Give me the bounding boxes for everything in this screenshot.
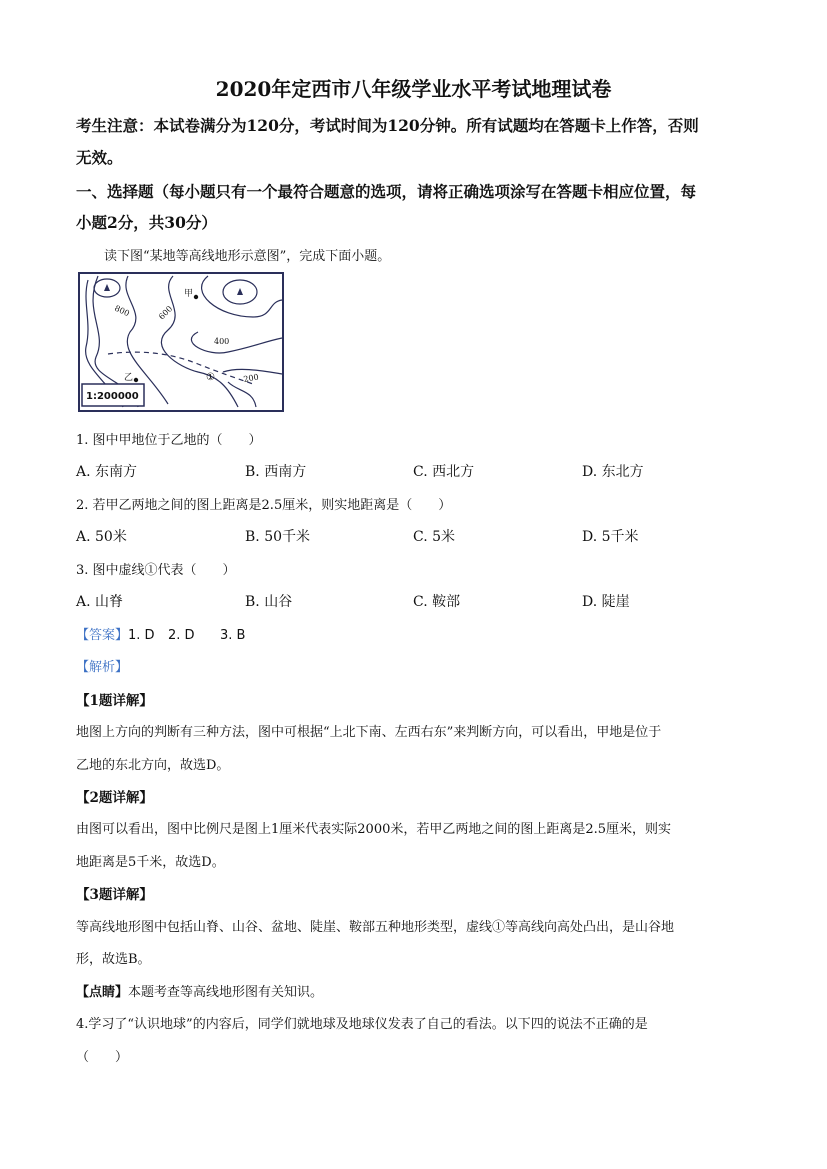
detail2-line-2: 地距离是5千米，故选D。 — [76, 855, 225, 870]
notice-line-2: 无效。 — [76, 148, 123, 167]
label-yi: 乙 — [124, 373, 134, 383]
answer-2: 2. D — [168, 628, 195, 643]
detail2-heading: 【2题详解】 — [76, 790, 153, 806]
answer-3: 3. B — [220, 628, 246, 643]
q3-option-b[interactable]: B. 山谷 — [245, 594, 293, 610]
detail3-line-2: 形，故选B。 — [76, 952, 151, 967]
q1-option-d[interactable]: D. 东北方 — [582, 464, 644, 480]
contour-map — [78, 272, 284, 412]
comment-text: 本题考查等高线地形图有关知识。 — [128, 985, 324, 1000]
scale-text: 1:200000 — [86, 391, 139, 402]
label-circle-1: ① — [206, 372, 215, 383]
q1-option-c[interactable]: C. 西北方 — [413, 464, 475, 480]
contour-label-200: 200 — [242, 372, 260, 384]
point-jia — [194, 295, 198, 299]
detail3-heading: 【3题详解】 — [76, 887, 153, 903]
q3-stem: 3. 图中虚线①代表（ ） — [76, 563, 236, 578]
notice-line-1: 考生注意：本试卷满分为120分，考试时间为120分钟。所有试题均在答题卡上作答，否则 — [76, 116, 699, 135]
comment-heading: 【点睛】 — [76, 985, 129, 1000]
question-intro: 读下图“某地等高线地形示意图”，完成下面小题。 — [104, 249, 391, 264]
contour-label-400: 400 — [214, 337, 230, 346]
detail3-line-1: 等高线地形图中包括山脊、山谷、盆地、陡崖、鞍部五种地形类型，虚线①等高线向高处凸出，是山谷地 — [76, 920, 675, 935]
q2-option-a[interactable]: A. 50米 — [76, 529, 127, 545]
label-jia: 甲 — [184, 289, 194, 299]
point-yi — [134, 378, 138, 382]
q1-stem: 1. 图中甲地位于乙地的（ ） — [76, 433, 262, 448]
detail2-line-1: 由图可以看出，图中比例尺是图上1厘米代表实际2000米，若甲乙两地之间的图上距离是2.5厘米，则实 — [76, 822, 672, 837]
q4-line-2: （ ） — [76, 1050, 129, 1065]
q2-option-c[interactable]: C. 5米 — [413, 529, 456, 545]
q3-option-c[interactable]: C. 鞍部 — [413, 594, 461, 610]
q1-option-b[interactable]: B. 西南方 — [245, 464, 307, 480]
answer-1: 1. D — [128, 628, 155, 643]
q1-option-a[interactable]: A. 东南方 — [76, 464, 138, 480]
q3-option-d[interactable]: D. 陡崖 — [582, 594, 630, 610]
detail1-line-1: 地图上方向的判断有三种方法，图中可根据“上北下南、左西右东”来判断方向，可以看出，甲地是位于 — [76, 725, 662, 740]
detail1-heading: 【1题详解】 — [76, 693, 153, 709]
q3-option-a[interactable]: A. 山脊 — [76, 594, 124, 610]
detail1-line-2: 乙地的东北方向，故选D。 — [76, 758, 230, 773]
contour-label-800: 800 — [113, 303, 131, 319]
q2-stem: 2. 若甲乙两地之间的图上距离是2.5厘米，则实地距离是（ ） — [76, 498, 452, 513]
exam-title: 2020年定西市八年级学业水平考试地理试卷 — [215, 77, 612, 101]
answer-label: 【答案】 — [76, 628, 129, 643]
answer-row — [76, 624, 245, 643]
analysis-label: 【解析】 — [76, 660, 129, 675]
comment-row — [76, 981, 323, 1000]
q2-option-d[interactable]: D. 5千米 — [582, 529, 639, 545]
section1-heading-line-1: 一、选择题（每小题只有一个最符合题意的选项，请将正确选项涂写在答题卡相应位置，每 — [76, 182, 697, 201]
contour-label-600: 600 — [157, 304, 175, 322]
q2-option-b[interactable]: B. 50千米 — [245, 529, 311, 545]
section1-heading-line-2: 小题2分，共30分） — [76, 213, 217, 232]
q4-line-1: 4.学习了“认识地球”的内容后，同学们就地球及地球仪发表了自己的看法。以下四的说法不正确的是 — [76, 1017, 648, 1032]
